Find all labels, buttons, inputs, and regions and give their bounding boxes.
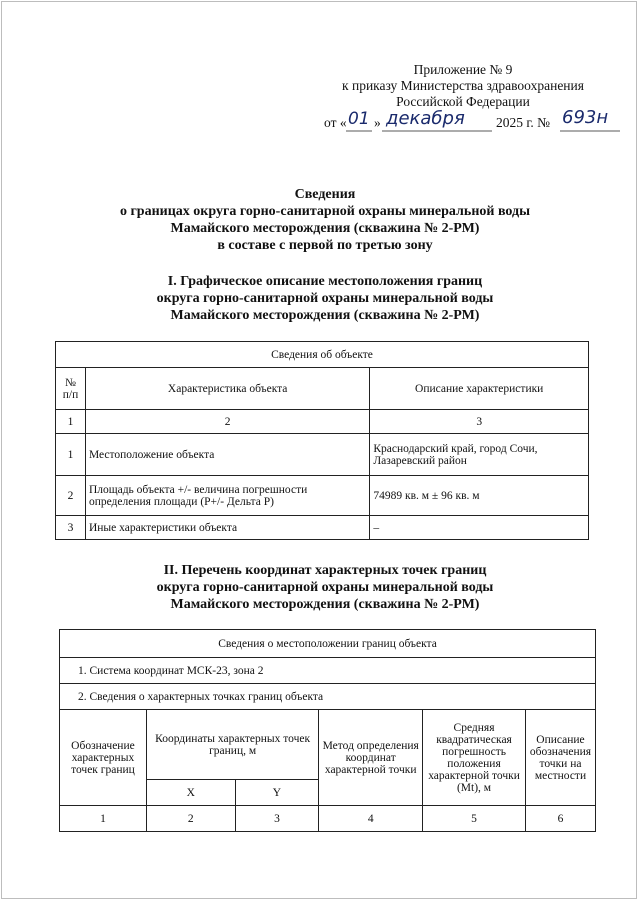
row-characteristic: Иные характеристики объекта bbox=[85, 516, 369, 540]
appendix-header bbox=[318, 62, 608, 110]
table-row bbox=[56, 516, 589, 540]
section-1-line-1: I. Графическое описание местоположения границ bbox=[167, 274, 483, 289]
row-number: 2 bbox=[56, 476, 86, 516]
table1-header-characteristic: Характеристика объекта bbox=[85, 368, 369, 410]
row-value: 74989 кв. м ± 96 кв. м bbox=[370, 476, 589, 516]
section-2-line-1: II. Перечень координат характерных точек границ bbox=[163, 563, 487, 578]
section-2-line-2: округа горно-санитарной охраны минеральной воды bbox=[156, 580, 494, 595]
table2-colnum-2: 2 bbox=[146, 806, 235, 832]
row-value: Краснодарский край, город Сочи, Лазаревский район bbox=[370, 434, 589, 476]
table2-colnum-1: 1 bbox=[60, 806, 147, 832]
title-line-3: Мамайского месторождения (скважина № 2-РМ) bbox=[170, 221, 480, 236]
row-characteristic: Площадь объекта +/- величина погрешности определения площади (P+/- Дельта P) bbox=[85, 476, 369, 516]
date-month-handwritten: декабря bbox=[386, 108, 465, 129]
section-2-line-3: Мамайского месторождения (скважина № 2-РМ) bbox=[170, 597, 480, 612]
table2-colnum-6: 6 bbox=[525, 806, 595, 832]
header-x: X bbox=[146, 780, 235, 806]
section-1-line-3: Мамайского месторождения (скважина № 2-РМ) bbox=[170, 308, 480, 323]
header-method: Метод определения координат характерной точки bbox=[319, 710, 423, 806]
row-characteristic: Местоположение объекта bbox=[85, 434, 369, 476]
row-value: – bbox=[370, 516, 589, 540]
coordinate-system: 1. Система координат МСК-23, зона 2 bbox=[60, 658, 596, 684]
title-line-4: в составе с первой по третью зону bbox=[217, 238, 433, 253]
order-reference: к приказу Министерства здравоохранения bbox=[342, 78, 584, 93]
table1-header-number: № п/п bbox=[56, 368, 86, 410]
date-underlines bbox=[324, 110, 624, 136]
header-point-description: Описание обозначения точки на местности bbox=[525, 710, 595, 806]
header-point-designation: Обозначение характерных точек границ bbox=[60, 710, 147, 806]
section-1-heading bbox=[40, 273, 610, 324]
object-info-table bbox=[55, 341, 589, 540]
row-number: 3 bbox=[56, 516, 86, 540]
row-number: 1 bbox=[56, 434, 86, 476]
table1-colnum-1: 1 bbox=[56, 410, 86, 434]
title-line-1: Сведения bbox=[294, 187, 356, 202]
table1-colnum-3: 3 bbox=[370, 410, 589, 434]
date-close-quote: » bbox=[374, 115, 381, 130]
doc-number-handwritten: 693н bbox=[562, 107, 609, 128]
header-y: Y bbox=[235, 780, 319, 806]
order-reference-country: Российской Федерации bbox=[396, 94, 530, 109]
table1-header-description: Описание характеристики bbox=[370, 368, 589, 410]
section-2-heading bbox=[40, 562, 610, 613]
table1-colnum-2: 2 bbox=[85, 410, 369, 434]
table2-colnum-3: 3 bbox=[235, 806, 319, 832]
table2-colnum-5: 5 bbox=[423, 806, 526, 832]
table-row bbox=[56, 476, 589, 516]
table1-caption: Сведения об объекте bbox=[56, 342, 589, 368]
header-mean-error: Средняя квадратическая погрешность положения характерной точки (Mt), м bbox=[423, 710, 526, 806]
date-prefix: от « bbox=[324, 115, 347, 130]
title-line-2: о границах округа горно-санитарной охраны минеральной воды bbox=[119, 204, 531, 219]
order-date-line bbox=[324, 107, 624, 136]
date-year: 2025 г. № bbox=[496, 115, 551, 130]
table2-colnum-4: 4 bbox=[319, 806, 423, 832]
document-title bbox=[40, 186, 610, 254]
boundary-points-table bbox=[59, 629, 596, 832]
table-row bbox=[56, 434, 589, 476]
appendix-number: Приложение № 9 bbox=[413, 62, 513, 77]
section-1-line-2: округа горно-санитарной охраны минеральной воды bbox=[156, 291, 494, 306]
points-section-title: 2. Сведения о характерных точках границ объекта bbox=[60, 684, 596, 710]
date-day-handwritten: 01 bbox=[348, 109, 370, 129]
header-coordinates: Координаты характерных точек границ, м bbox=[146, 710, 318, 780]
table2-caption: Сведения о местоположении границ объекта bbox=[60, 630, 596, 658]
